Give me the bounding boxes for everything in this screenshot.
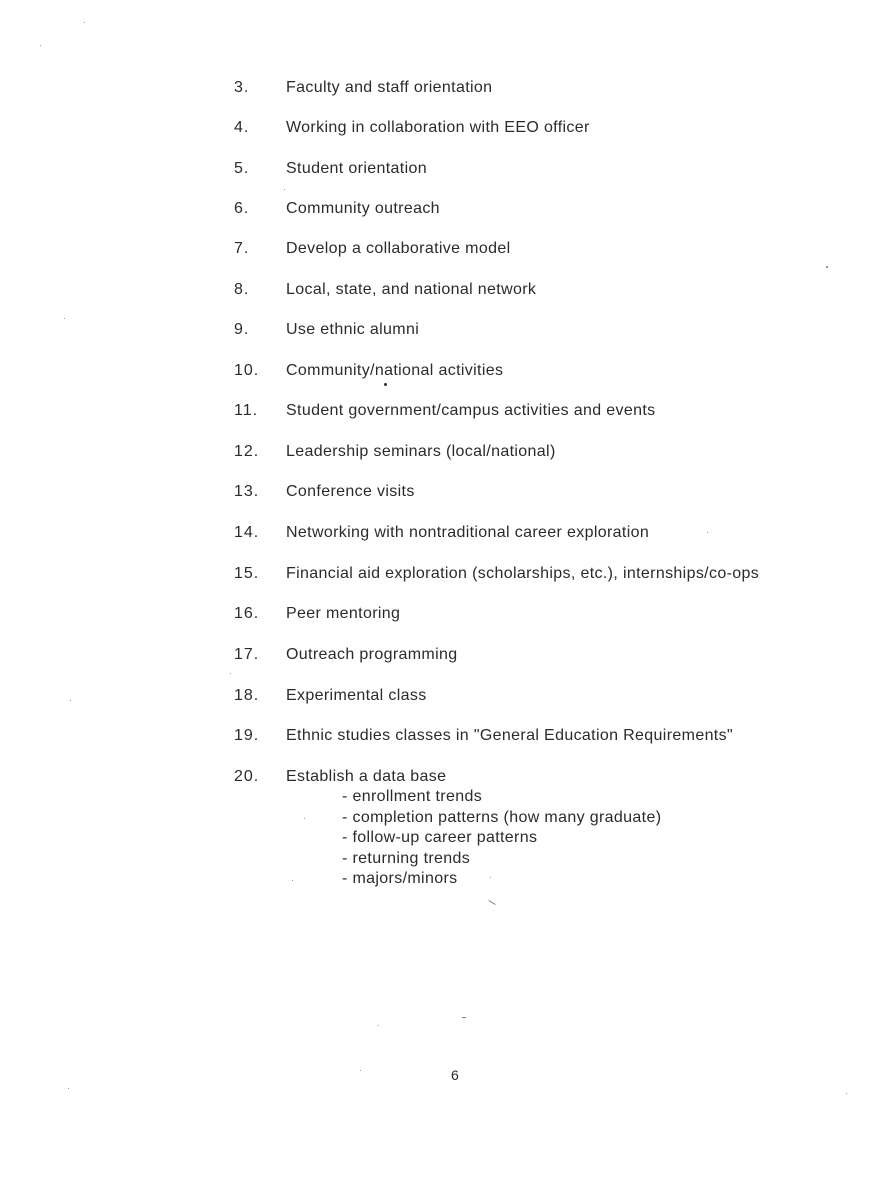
scan-speck <box>84 22 85 23</box>
item-number: 15. <box>234 565 260 582</box>
item-text: Working in collaboration with EEO officer <box>286 119 590 136</box>
page-number: 6 <box>451 1067 459 1083</box>
sub-list-item: - enrollment trends <box>342 788 483 805</box>
item-text: Experimental class <box>286 687 427 704</box>
scan-speck <box>70 700 71 701</box>
item-number: 8. <box>234 281 250 298</box>
list-item <box>234 523 649 543</box>
scan-speck <box>40 45 41 46</box>
list-item <box>234 159 427 179</box>
item-number: 11. <box>234 402 259 419</box>
list-item <box>234 78 492 98</box>
scan-speck <box>230 673 231 674</box>
item-text: Develop a collaborative model <box>286 240 511 257</box>
list-item <box>234 320 419 340</box>
list-item <box>234 401 656 421</box>
scan-speck <box>384 383 387 386</box>
item-number: 14. <box>234 524 260 541</box>
item-text: Faculty and staff orientation <box>286 79 493 96</box>
scan-speck <box>378 1025 379 1026</box>
item-text: Student orientation <box>286 160 427 177</box>
item-number: 16. <box>234 605 260 622</box>
item-number: 7. <box>234 240 250 257</box>
scan-speck <box>68 1088 69 1089</box>
list-item <box>234 361 503 381</box>
item-number: 18. <box>234 687 260 704</box>
list-item <box>234 118 590 138</box>
item-number: 19. <box>234 727 260 744</box>
list-item <box>234 686 427 706</box>
item-text: Peer mentoring <box>286 605 401 622</box>
list-item <box>234 482 415 502</box>
item-number: 13. <box>234 483 260 500</box>
item-text: Financial aid exploration (scholarships, etc.), internships/co-ops <box>286 565 760 582</box>
scan-speck <box>284 189 285 190</box>
item-number: 12. <box>234 443 260 460</box>
item-text: Establish a data base <box>286 768 447 785</box>
item-text: Networking with nontraditional career exploration <box>286 524 650 541</box>
scan-speck <box>826 266 828 268</box>
scan-speck <box>846 1093 847 1094</box>
list-item <box>234 239 511 259</box>
list-item <box>234 564 759 584</box>
scan-speck <box>490 877 491 878</box>
sub-list-item: - returning trends <box>342 849 471 867</box>
item-text: Community/national activities <box>286 362 504 379</box>
item-text: Student government/campus activities and events <box>286 402 656 419</box>
item-text: Leadership seminars (local/national) <box>286 443 556 460</box>
item-number: 10. <box>234 362 260 379</box>
scan-speck <box>462 1017 466 1018</box>
scan-speck <box>707 532 708 533</box>
scan-speck <box>488 900 495 905</box>
item-text: Ethnic studies classes in "General Education Requirements" <box>286 727 733 744</box>
list-item <box>234 280 536 300</box>
item-number: 5. <box>234 160 250 177</box>
scan-speck <box>304 818 305 819</box>
item-text: Local, state, and national network <box>286 281 537 298</box>
list-item <box>234 199 440 219</box>
list-item <box>234 726 733 746</box>
item-number: 17. <box>234 646 260 663</box>
scan-speck <box>64 318 65 319</box>
item-text: Outreach programming <box>286 646 458 663</box>
list-item <box>234 645 458 665</box>
sub-list-item: - majors/minors <box>342 870 458 888</box>
item-number: 3. <box>234 79 250 96</box>
sub-list-item: - completion patterns (how many graduate) <box>342 808 662 826</box>
list-item <box>234 604 400 624</box>
item-text: Use ethnic alumni <box>286 321 420 338</box>
list-item <box>234 442 556 462</box>
sub-list-item: - follow-up career patterns <box>342 829 538 847</box>
sub-list <box>342 787 661 890</box>
item-number: 9. <box>234 321 250 338</box>
item-number: 4. <box>234 119 250 136</box>
list-item <box>234 767 446 787</box>
item-text: Community outreach <box>286 200 440 217</box>
scan-speck <box>292 880 293 881</box>
item-number: 6. <box>234 200 250 217</box>
item-number: 20. <box>234 768 260 785</box>
item-text: Conference visits <box>286 483 415 500</box>
scan-speck <box>360 1070 361 1071</box>
